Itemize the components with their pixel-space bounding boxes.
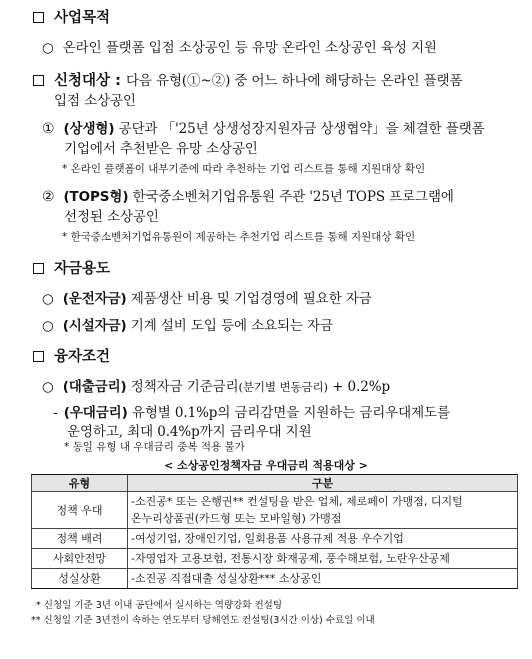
table-row — [32, 492, 518, 529]
table-row-type: 정책 우대 — [32, 492, 128, 529]
checkbox-square-icon — [33, 75, 44, 86]
purpose-text-line: ○ 온라인 플랫폼 입점 소상공인 등 유망 온라인 소상공인 육성 지원 — [42, 40, 437, 56]
table-row — [32, 569, 518, 589]
table-footnote-2: ** 신청일 기준 3년전이 속하는 연도부터 당해연도 컨설팅(3시간 이상) 수료일 이내 — [31, 615, 375, 626]
table-row — [32, 529, 518, 549]
table-footnote-1: * 신청일 기준 3년 이내 공단에서 실시하는 역량강화 컨설팅 — [36, 600, 283, 611]
table-row-desc: -여성기업, 장애인기업, 일회용품 사용규제 적용 우수기업 — [128, 529, 518, 549]
section-target-heading: 신청대상 : 다음 유형(①~②) 중 어느 하나에 해당하는 온라인 플랫폼 — [33, 69, 462, 90]
checkbox-square-icon — [33, 351, 44, 362]
table-row-type: 정책 배려 — [32, 529, 128, 549]
target-item-sangsaeng-note: * 온라인 플랫폼이 내부기준에 따라 추천하는 기업 리스트를 통해 지원대상 확인 — [62, 163, 426, 175]
table-row-desc: -소진공 직접대출 성실상환*** 소상공인 — [128, 569, 518, 589]
usage-item-facility: ○ (시설자금) 기계 설비 도입 등에 소요되는 자금 — [42, 318, 333, 334]
usage-item-operating: ○ (운전자금) 제품생산 비용 및 기업경영에 필요한 자금 — [42, 291, 372, 307]
terms-pref-line2: 운영하고, 최대 0.4%p까지 금리우대 지원 — [67, 424, 312, 440]
terms-rate-line: ○ (대출금리) 정책자금 기준금리(분기별 변동금리) + 0.2%p — [42, 379, 390, 395]
table-header-category: 구분 — [128, 475, 518, 492]
section-purpose-heading: 사업목적 — [33, 6, 110, 27]
table-row-type: 성실상환 — [32, 569, 128, 589]
target-item-tops-note: * 한국중소벤처기업유통원이 제공하는 추천기업 리스트를 통해 지원대상 확인 — [62, 231, 416, 243]
target-item-tops: ② (TOPS형) 한국중소벤처기업유통원 주관 '25년 TOPS 프로그램에 — [42, 189, 454, 205]
checkbox-square-icon — [33, 12, 44, 23]
table-row-desc: -자영업자 고용보험, 전통시장 화재공제, 풍수해보험, 노란우산공제 — [128, 549, 518, 569]
section-usage-heading: 자금용도 — [33, 257, 110, 278]
terms-pref-note: * 동일 유형 내 우대금리 중복 적용 불가 — [64, 441, 245, 453]
target-item-tops-line2: 선정된 소상공인 — [64, 209, 159, 225]
table-header-type: 유형 — [32, 475, 128, 492]
table-header-row — [32, 475, 518, 492]
target-item-sangsaeng: ① (상생형) 공단과 「'25년 상생성장지원자금 상생협약」을 체결한 플랫폼 — [42, 121, 485, 137]
target-item-sangsaeng-line2: 기업에서 추천받은 유망 소상공인 — [64, 141, 258, 157]
table-row-type: 사회안전망 — [32, 549, 128, 569]
target-intro-line2: 입점 소상공인 — [54, 93, 136, 109]
section-terms-heading: 융자조건 — [33, 345, 110, 366]
preferential-rate-table — [31, 474, 518, 589]
table-row — [32, 549, 518, 569]
terms-pref-line: - (우대금리) 유형별 0.1%p의 금리감면을 지원하는 금리우대제도를 — [53, 405, 450, 421]
table-caption-text: < 소상공인정책자금 우대금리 적용대상 > — [164, 459, 368, 472]
table-row-desc: -소진공* 또는 은행권** 컨설팅을 받은 업체, 제로페이 가맹점, 디지털 온누리상품권(카드형 또는 모바일형) 가맹점 — [128, 492, 518, 529]
checkbox-square-icon — [33, 263, 44, 274]
